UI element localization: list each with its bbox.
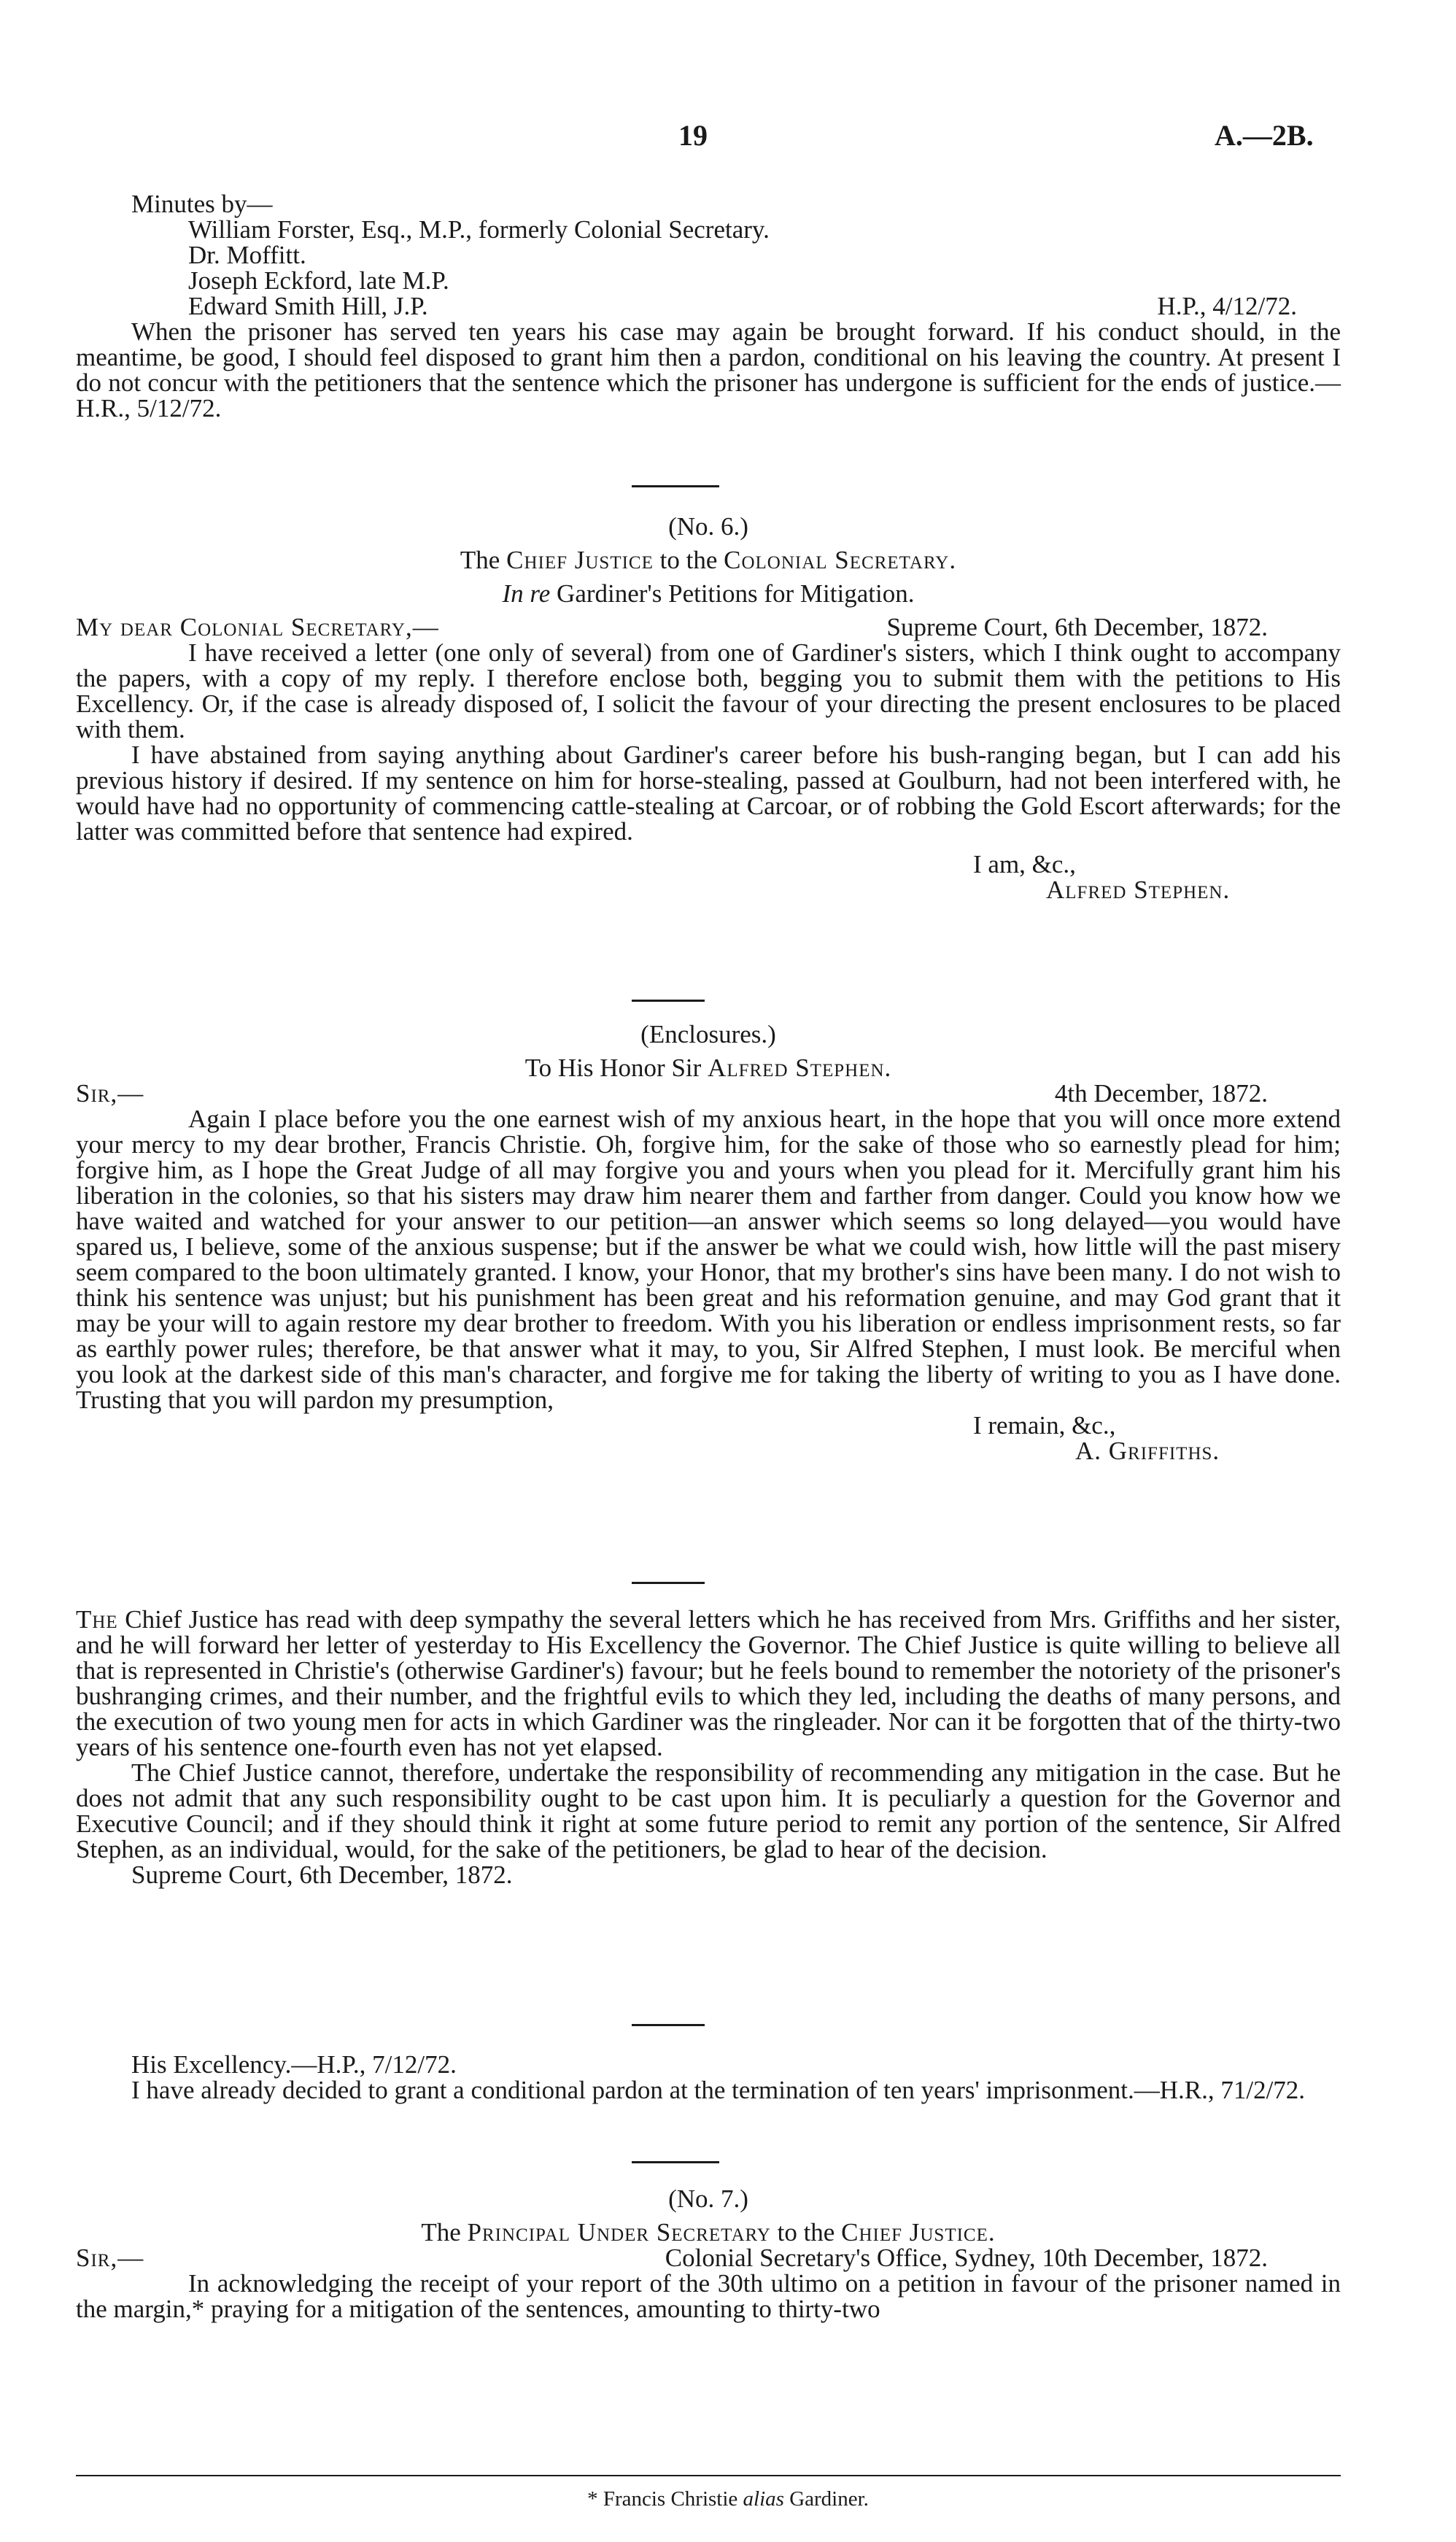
letter-number: (No. 6.) <box>668 512 748 541</box>
closing: I am, &c., <box>973 850 1076 878</box>
place-date: Supreme Court, 6th December, 1872. <box>131 1861 513 1889</box>
paragraph: I have abstained from saying anything about Gardiner's career before his bush-ranging began, but I can add his previous history if desired. If my sentence on him for horse-stealing, passed at Goulburn, had not been interfered with, he would have had no opportunity of commencing cattle-stealing at Carcoar, or of robbing the Gold Escort afterwards; for the latter was committed before that sentence had expired. <box>76 741 1341 846</box>
subtitle-text: Gardiner's Petitions for Mitigation. <box>550 579 915 608</box>
salutation: Sir,— <box>76 1079 144 1108</box>
letter-no6 <box>76 514 1341 903</box>
paragraph: I have received a letter (one only of several) from one of Gardiner's sisters, which I think ought to accompany the papers, with a copy of my reply. I therefore enclose both, begging you to submit them with the petitions to His Excellency. Or, if the case is already disposed of, I solicit the favour of your directing the present enclosures to be placed with them. <box>76 638 1341 743</box>
letter-title <box>76 2220 1341 2245</box>
title-text: to the <box>653 546 724 574</box>
letter-number: (No. 7.) <box>668 2184 748 2213</box>
title-text: The <box>421 2218 468 2247</box>
section-divider <box>632 2161 719 2163</box>
footnote-rule <box>76 2475 1341 2476</box>
chief-justice-memo <box>76 1607 1341 1888</box>
enclosure-addressee <box>76 1055 1341 1081</box>
letter-subtitle <box>76 581 1341 606</box>
section-divider <box>632 485 719 487</box>
title-text: to the <box>770 2218 842 2247</box>
section-divider <box>632 2024 705 2026</box>
title-recipient: Colonial Secretary. <box>724 546 957 574</box>
place-date: Supreme Court, 6th December, 1872. <box>886 613 1268 641</box>
paragraph-text: Chief Justice has read with deep sympathy the several letters which he has received from Mrs. Griffiths and her sister, and he will forward her letter of yesterday to His Excellency the Governor. The Chief Justice is quite willing to believe all that is represented in Christie's (otherwise Gardiner's) favour; but he feels bound to remember the notoriety of the prisoner's bushranging crimes, and their number, and the frightful evils to which they led, including the deaths of many persons, and the execution of two young men for acts in which Gardiner was the ringleader. Nor can it be forgotten that of the thirty-two years of his sentence one-fourth even has not yet elapsed. <box>76 1605 1341 1761</box>
letter-date: 4th December, 1872. <box>1054 1079 1268 1108</box>
addressee-text: To His Honor Sir <box>524 1054 708 1082</box>
minutes-name: Dr. Moffitt. <box>188 241 306 269</box>
signature: Alfred Stephen. <box>1046 876 1231 904</box>
addressee-name: Alfred Stephen. <box>708 1054 892 1082</box>
paragraph: The Chief Justice cannot, therefore, undertake the responsibility of recommending any mitigation in the case. But he does not admit that any such responsibility ought to be cast upon him. It is peculiarly a question for the Governor and Executive Council; and if they should think it right at some future period to remit any portion of the sentence, Sir Alfred Stephen, as an individual, would, for the sake of the petitioners, be glad to hear of the decision. <box>76 1758 1341 1863</box>
letter-body: Again I place before you the one earnest wish of my anxious heart, in the hope that you will once more extend your mercy to my dear brother, Francis Christie. Oh, forgive him, for the sake of those who so earnestly plead for him; forgive him, as I hope the Great Judge of all may forgive you and yours when you plead for it. Mercifully grant him his liberation in the colonies, so that his sisters may draw him nearer them and farther from danger. Could you know how we have waited and watched for your answer to our petition—an answer which seems so long delayed—you would have spared us, I believe, some of the anxious suspense; but if the answer be what we could wish, how little will the past misery seem compared to the boon ultimately granted. I know, your Honor, that my brother's sins have been many. I do not wish to think his sentence was unjust; but his punishment has been great and his reformation genuine, and may God grant that it may be your will to again restore my dear brother to freedom. With you his liberation or endless imprisonment rests, so far as earthly power rules; therefore, be that answer what it may, to you, Sir Alfred Stephen, I must look. Be merciful when you look at the darkest side of this man's character, and forgive me for taking the liberty of writing to you as I have done. Trusting that you will pardon my presumption, <box>76 1105 1341 1414</box>
section-divider <box>632 1000 705 1002</box>
document-reference: A.—2B. <box>1215 119 1314 152</box>
lead-word: The <box>76 1605 118 1634</box>
salutation-row <box>76 614 1341 640</box>
letter-no7 <box>76 2186 1341 2322</box>
salutation: My dear Colonial Secretary,— <box>76 613 439 641</box>
footnote-text: * Francis Christie <box>587 2487 743 2511</box>
enclosure-letter <box>76 1021 1341 1464</box>
minutes-intro: Minutes by— <box>131 190 273 218</box>
salutation-row <box>76 2245 1341 2271</box>
title-sender: Principal Under Secretary <box>467 2218 771 2247</box>
minutes-name-row <box>76 293 1341 319</box>
signature: A. Griffiths. <box>1075 1437 1220 1465</box>
governor-minute <box>76 2052 1341 2103</box>
letter-body: In acknowledging the receipt of your report of the 30th ultimo on a petition in favour of the prisoner named in the margin,* praying for a mitigation of the sentences, amounting to thirty-two <box>76 2269 1341 2323</box>
title-sender: Chief Justice <box>506 546 654 574</box>
letter-title <box>76 547 1341 573</box>
minutes-section <box>76 191 1341 421</box>
minutes-body: When the prisoner has served ten years his case may again be brought forward. If his conduct should, in the meantime, be good, I should feel disposed to grant him then a pardon, conditional on his leaving the country. At present I do not concur with the petitioners that the sentence which the prisoner has undergone is sufficient for the ends of justice.—H.R., 5/12/72. <box>76 317 1341 422</box>
paragraph <box>76 1607 1341 1760</box>
place-date: Colonial Secretary's Office, Sydney, 10th December, 1872. <box>665 2244 1268 2272</box>
footnote-italic: alias <box>743 2487 784 2511</box>
subtitle-italic: In re <box>502 579 551 608</box>
footnote <box>0 2487 1456 2512</box>
title-text: The <box>460 546 507 574</box>
page-number: 19 <box>678 119 708 152</box>
minutes-name: William Forster, Esq., M.P., formerly Colonial Secretary. <box>188 215 770 244</box>
title-recipient: Chief Justice. <box>841 2218 996 2247</box>
footnote-text: Gardiner. <box>783 2487 869 2511</box>
closing: I remain, &c., <box>973 1411 1116 1440</box>
salutation: Sir,— <box>76 2244 144 2272</box>
minute-body: I have already decided to grant a conditional pardon at the termination of ten years' imprisonment.—H.R., 71/2/72. <box>131 2076 1306 2104</box>
minutes-name: Edward Smith Hill, J.P. <box>188 292 428 320</box>
section-divider <box>632 1582 705 1584</box>
minute-line: His Excellency.—H.P., 7/12/72. <box>131 2050 457 2079</box>
enclosures-heading: (Enclosures.) <box>640 1020 776 1048</box>
minutes-hp-date: H.P., 4/12/72. <box>1157 292 1297 320</box>
salutation-row <box>76 1081 1341 1106</box>
minutes-name: Joseph Eckford, late M.P. <box>188 266 449 295</box>
